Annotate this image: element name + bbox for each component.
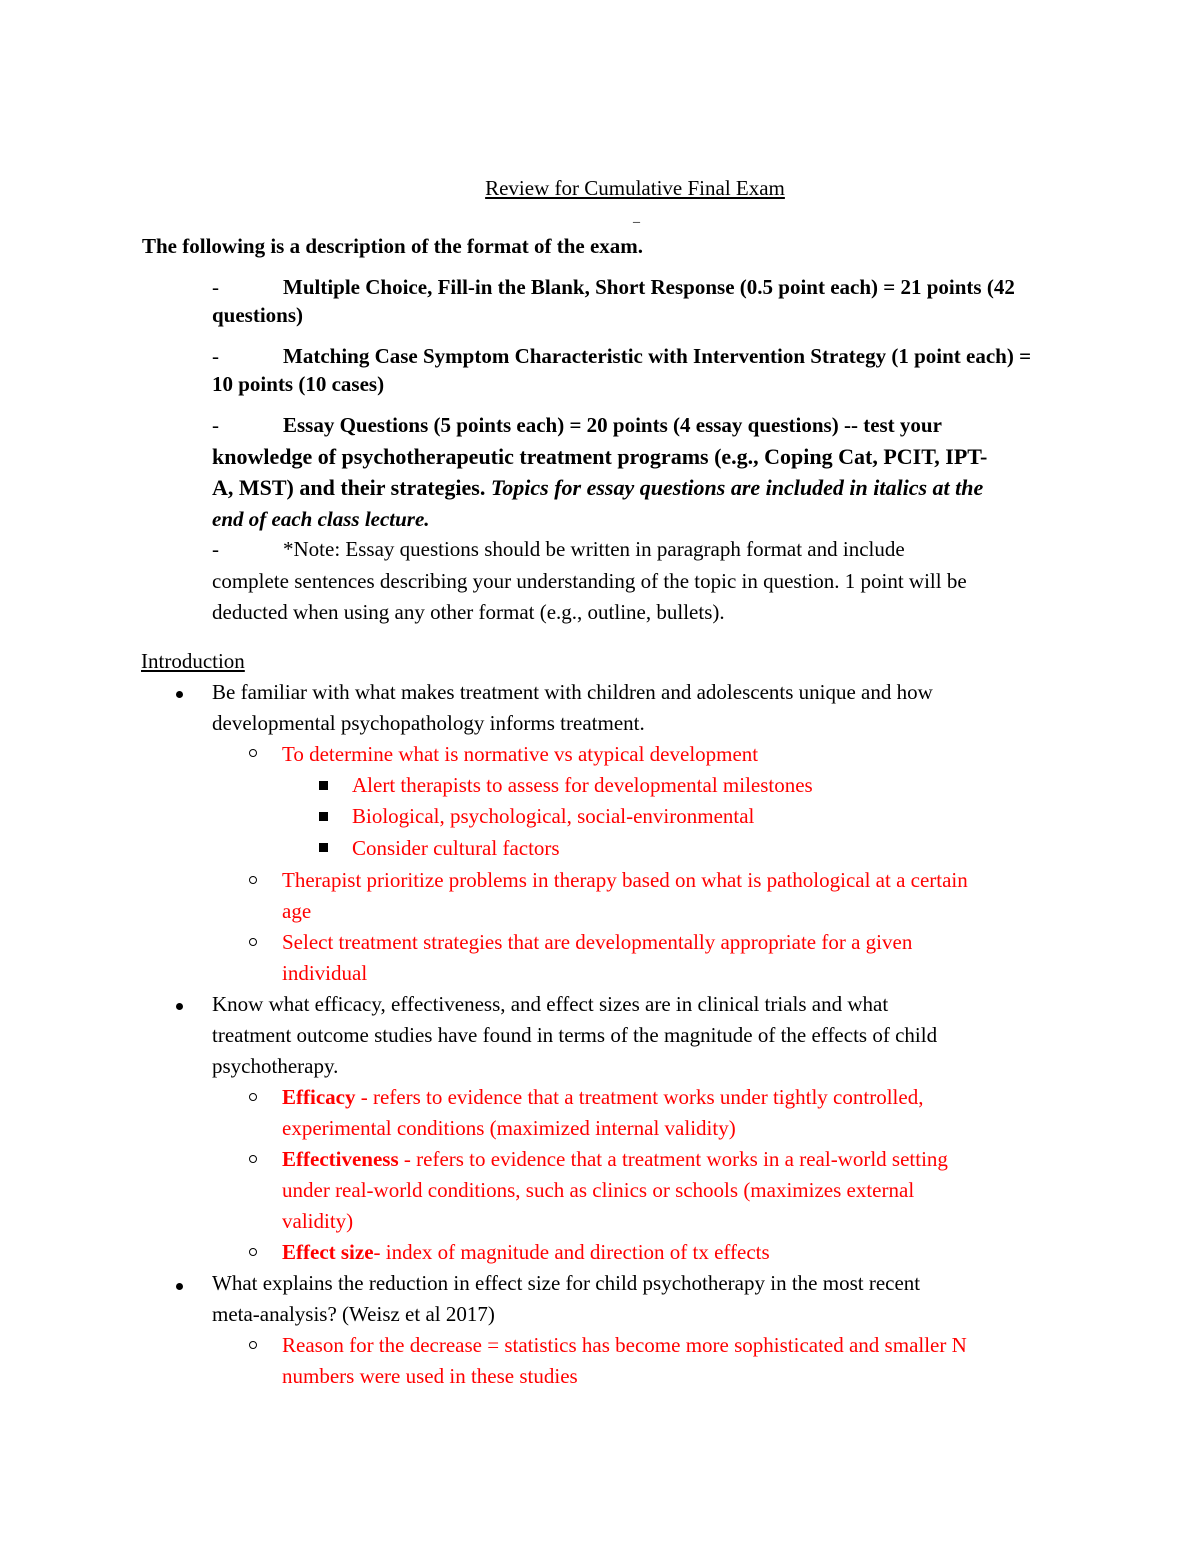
- square-bullet-icon: [319, 812, 328, 821]
- format-dash-2: -: [212, 344, 219, 368]
- format-item-2-line2: 10 points (10 cases): [212, 372, 385, 396]
- reason-line2: numbers were used in these studies: [282, 1364, 578, 1388]
- reason-line1: Reason for the decrease = statistics has become more sophisticated and smaller N: [282, 1333, 967, 1357]
- bullet-1-line2: developmental psychopathology informs treatment.: [212, 711, 645, 735]
- format-item-3-line4: end of each class lecture.: [212, 507, 430, 531]
- circle-bullet-icon: [249, 938, 257, 946]
- format-item-3-line3-italic: Topics for essay questions are included in italics at the: [490, 475, 984, 500]
- sub-1-3-line1: Select treatment strategies that are developmentally appropriate for a given: [282, 930, 913, 954]
- format-intro: The following is a description of the format of the exam.: [142, 234, 644, 258]
- sub-1-2-line2: age: [282, 899, 312, 923]
- circle-bullet-icon: [249, 1093, 257, 1101]
- section-heading-introduction: Introduction: [141, 649, 245, 673]
- sub-1-1: To determine what is normative vs atypical development: [282, 742, 759, 766]
- sub-1-1-2: Biological, psychological, social-environmental: [352, 804, 755, 828]
- bullet-3-line2: meta-analysis? (Weisz et al 2017): [212, 1302, 495, 1326]
- effectiveness-definition: - refers to evidence that a treatment works in a real-world setting: [398, 1147, 948, 1171]
- effectiveness-line1: [282, 1147, 948, 1172]
- sub-1-3-line2: individual: [282, 961, 368, 985]
- format-item-1-line2: questions): [212, 303, 304, 327]
- bullet-1-line1: Be familiar with what makes treatment with children and adolescents unique and how: [212, 680, 933, 704]
- circle-bullet-icon: [249, 876, 257, 884]
- bullet-2-line2: treatment outcome studies have found in terms of the magnitude of the effects of child: [212, 1023, 938, 1047]
- effectiveness-line3: validity): [282, 1209, 354, 1233]
- format-item-2-line1: Matching Case Symptom Characteristic with Intervention Strategy (1 point each) =: [283, 344, 1032, 368]
- efficacy-line1: [282, 1085, 923, 1110]
- bullet-2-line3: psychotherapy.: [212, 1054, 339, 1078]
- title-underscore: _: [633, 210, 640, 225]
- bullet-dot-icon: [176, 1003, 183, 1010]
- effectiveness-line2: under real-world conditions, such as clinics or schools (maximizes external: [282, 1178, 915, 1202]
- effect-size-term: Effect size: [282, 1240, 374, 1264]
- effect-size-definition: - index of magnitude and direction of tx effects: [373, 1240, 770, 1264]
- circle-bullet-icon: [249, 749, 257, 757]
- effect-size-line1: [282, 1240, 770, 1265]
- sub-1-1-3: Consider cultural factors: [352, 836, 560, 860]
- bullet-dot-icon: [176, 691, 183, 698]
- efficacy-line2: experimental conditions (maximized internal validity): [282, 1116, 736, 1140]
- circle-bullet-icon: [249, 1341, 257, 1349]
- note-line3: deducted when using any other format (e.g., outline, bullets).: [212, 600, 725, 624]
- square-bullet-icon: [319, 843, 328, 852]
- sub-1-1-1: Alert therapists to assess for developmental milestones: [352, 773, 813, 797]
- format-item-1-line1: Multiple Choice, Fill-in the Blank, Short Response (0.5 point each) = 21 points (42: [283, 275, 1015, 299]
- square-bullet-icon: [319, 781, 328, 790]
- format-item-3-line3: [212, 475, 983, 501]
- format-dash-4: -: [212, 537, 219, 561]
- bullet-dot-icon: [176, 1283, 183, 1290]
- note-line2: complete sentences describing your understanding of the topic in question. 1 point will be: [212, 569, 967, 593]
- format-dash-1: -: [212, 275, 219, 299]
- circle-bullet-icon: [249, 1155, 257, 1163]
- efficacy-term: Efficacy: [282, 1085, 356, 1109]
- format-item-3-line2: knowledge of psychotherapeutic treatment programs (e.g., Coping Cat, PCIT, IPT-: [212, 444, 988, 469]
- sub-1-2-line1: Therapist prioritize problems in therapy based on what is pathological at a certain: [282, 868, 968, 892]
- note-line1: *Note: Essay questions should be written in paragraph format and include: [283, 537, 905, 561]
- effectiveness-term: Effectiveness: [282, 1147, 399, 1171]
- format-item-3-line3-plain: A, MST) and their strategies.: [212, 475, 491, 500]
- bullet-2-line1: Know what efficacy, effectiveness, and effect sizes are in clinical trials and what: [212, 992, 889, 1016]
- circle-bullet-icon: [249, 1248, 257, 1256]
- page-title: Review for Cumulative Final Exam: [485, 176, 785, 200]
- format-item-3-line1: Essay Questions (5 points each) = 20 points (4 essay questions) -- test your: [283, 413, 942, 437]
- bullet-3-line1: What explains the reduction in effect size for child psychotherapy in the most recent: [212, 1271, 921, 1295]
- format-dash-3: -: [212, 413, 219, 437]
- efficacy-definition: - refers to evidence that a treatment works under tightly controlled,: [355, 1085, 924, 1109]
